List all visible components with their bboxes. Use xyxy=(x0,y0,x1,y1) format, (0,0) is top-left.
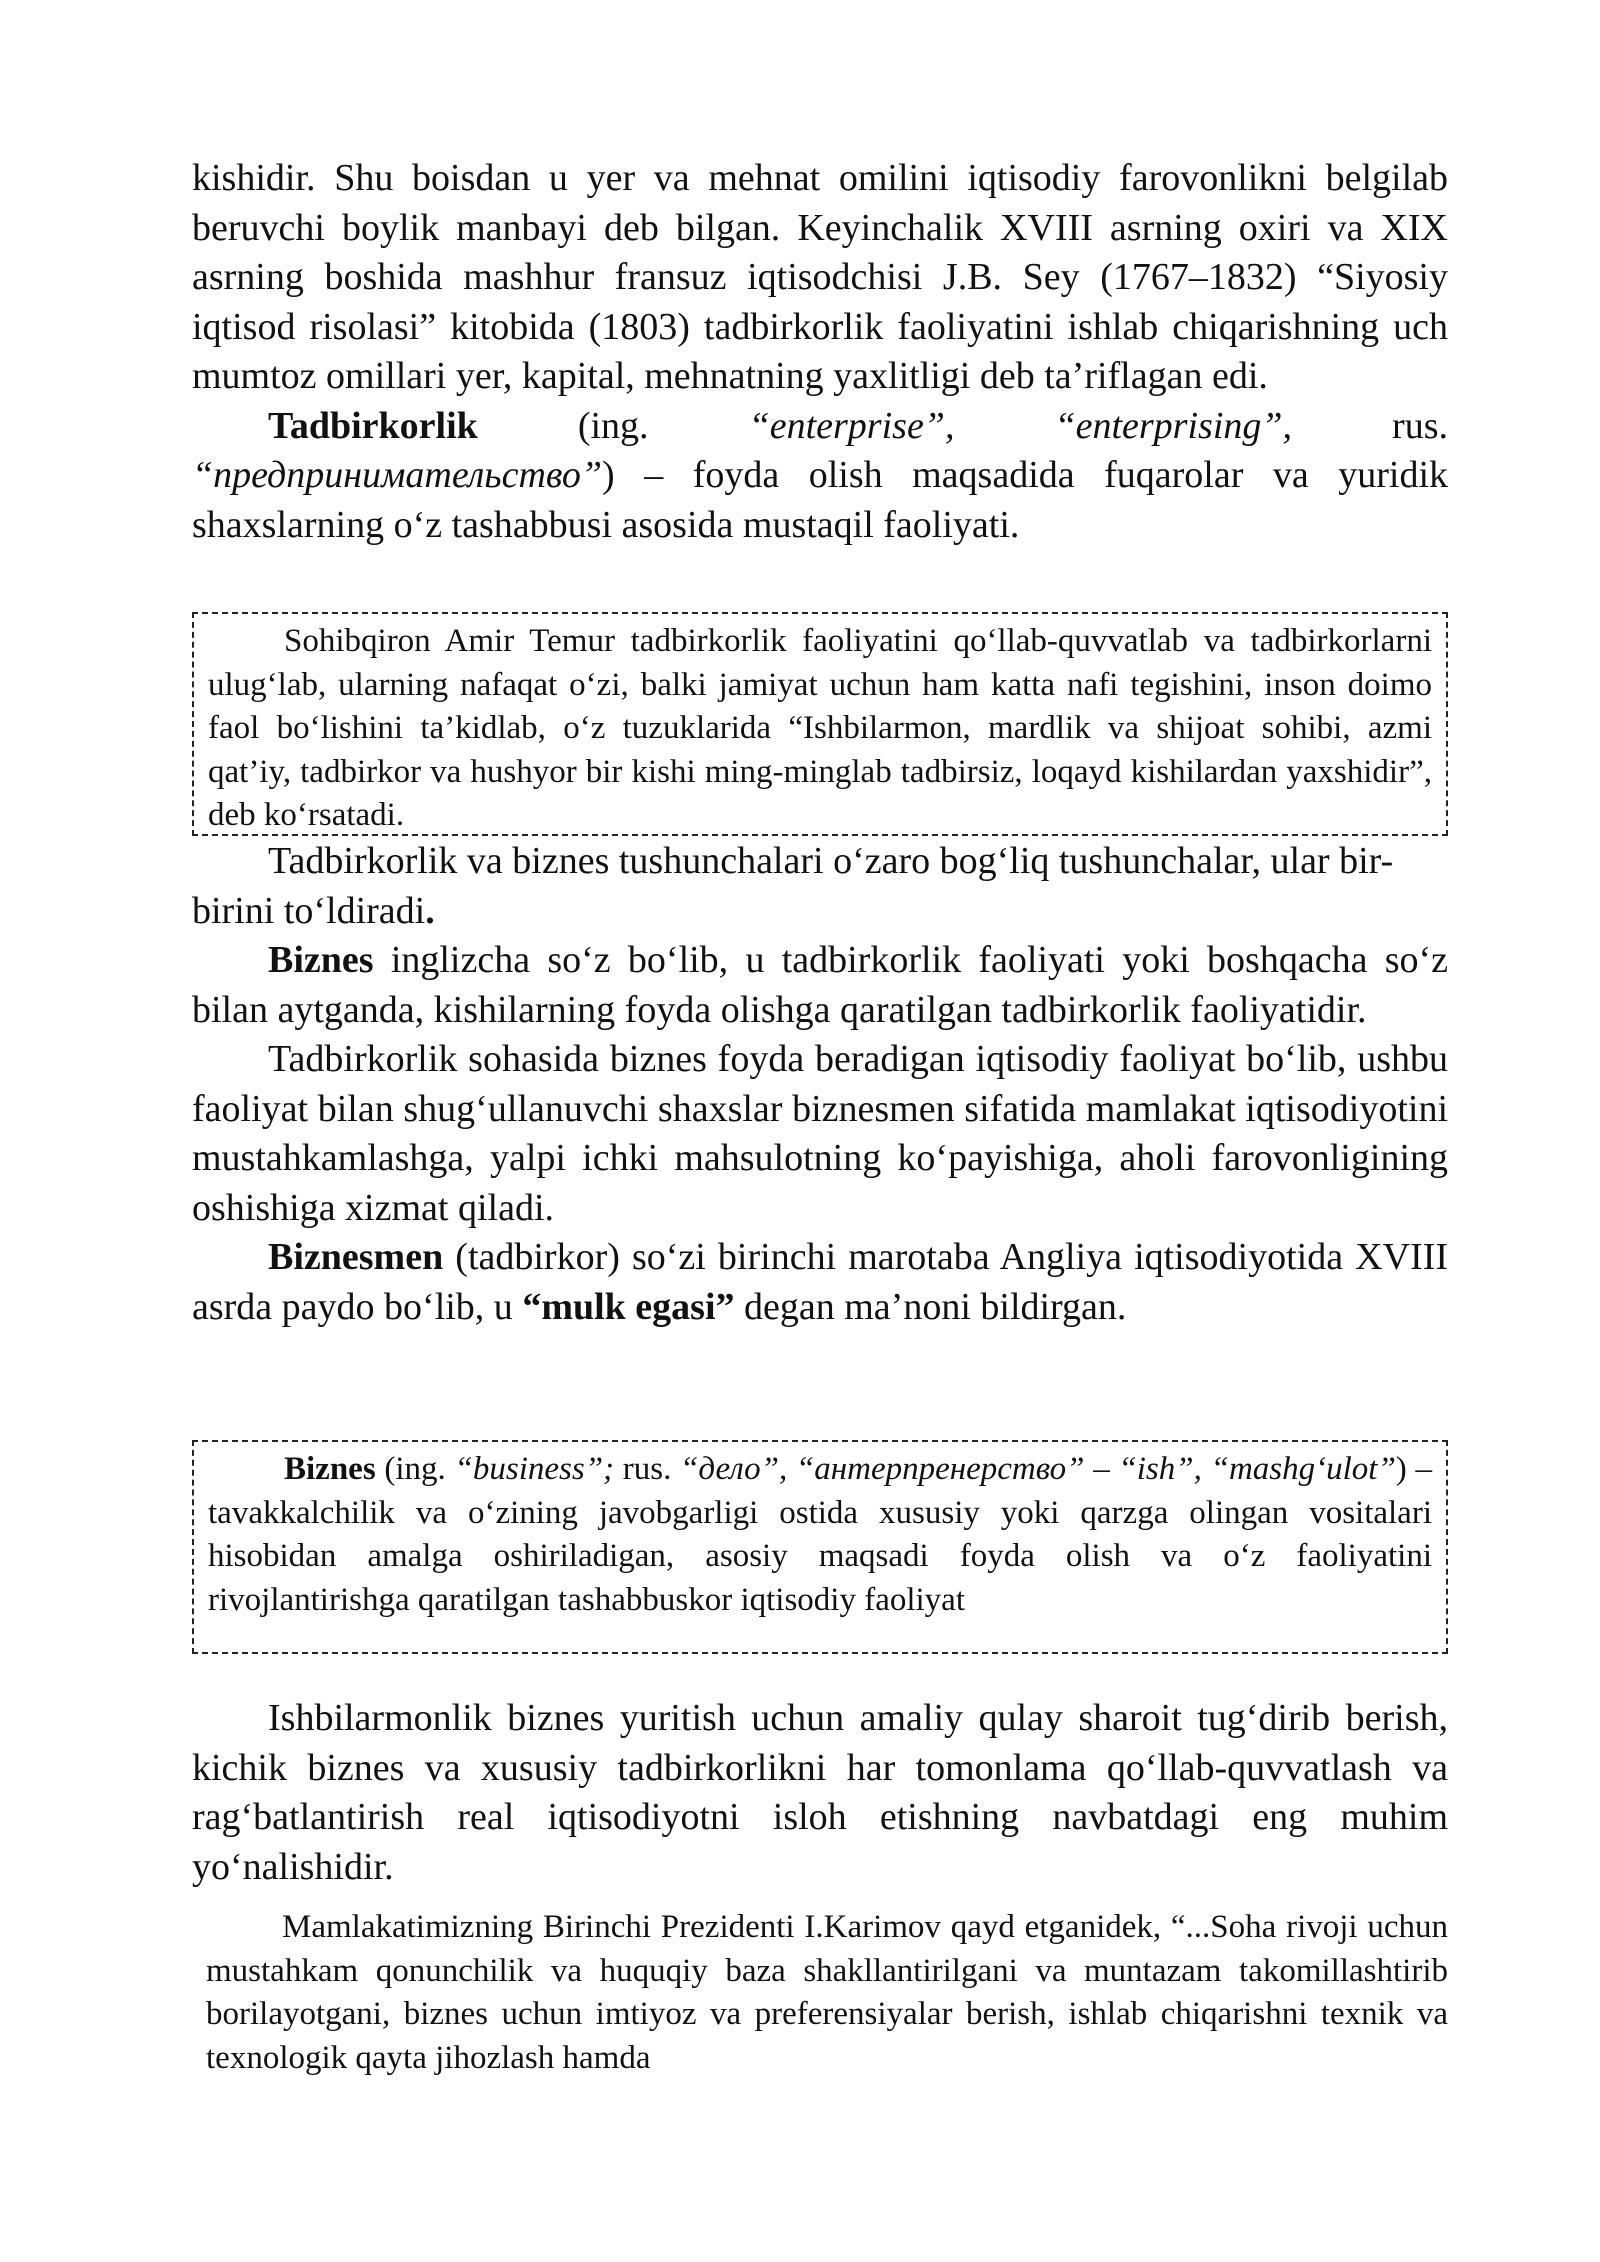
text-span: inglizcha so‘z bo‘lib, u tadbirkorlik faoliyati yoki boshqacha so‘z bilan aytganda, kishilarning foyda olishga qaratilgan tadbirkorlik faoliyatidir. xyxy=(192,939,1448,1031)
text-block-middle xyxy=(192,837,1448,1332)
text-span: ) – foyda olish maqsadida fuqarolar va yuridik shaxslarning o‘z tashabbusi asosida mustaqil faoliyati. xyxy=(192,454,1448,546)
english-terms: “enterprise”, “enterprising”, xyxy=(748,404,1293,447)
bold-dot: . xyxy=(425,889,435,932)
text-span: rus. xyxy=(1292,404,1448,447)
term-mulk-egasi: “mulk egasi” xyxy=(522,1285,735,1328)
box-biznes-text xyxy=(208,1448,1432,1622)
text-span: (ing. xyxy=(477,404,749,447)
box-amir-temur-text: Sohibqiron Amir Temur tadbirkorlik faoliyatini qo‘llab-quvvatlab va tadbirkorlarni ulug‘lab, ularning nafaqat o‘zi, balki jamiyat uchun ham katta nafi tegishini, inson doimo faol bo‘lishini ta’kidlab, o‘z tuzuklarida “Ishbilarmon, mardlik va shijoat sohibi, azmi qat’iy, tadbirkor va hushyor bir kishi ming-minglab tadbirsiz, loqayd kishilardan yaxshidir”, deb ko‘rsatadi. xyxy=(208,623,1432,833)
text-span: rus. xyxy=(614,1451,681,1487)
paragraph-biznes xyxy=(192,936,1448,1035)
russian-terms: “дело”, “антерпренерство” – “ish”, “mashg‘ulot” xyxy=(680,1451,1396,1487)
text-span: Tadbirkorlik va biznes tushunchalari o‘zaro bog‘liq tushunchalar, ular bir-birini to‘ldiradi xyxy=(192,840,1394,932)
quote-karimov-text: Mamlakatimizning Birinchi Prezidenti I.Karimov qayd etganidek, “...Soha rivoji uchun mustahkam qonunchilik va huquqiy baza shakllantirilgani va muntazam takomillashtirib borilayotgani, biznes uchun imtiyoz va preferensiyalar berish, ishlab chiqarishni texnik va texnologik qayta jihozlash hamda xyxy=(206,1909,1448,2076)
text-block-top xyxy=(192,154,1448,550)
text-span: (tadbirkor) so‘zi birinchi marotaba Angliya iqtisodiyotida XVIII asrda paydo bo‘lib, u xyxy=(192,1236,1448,1328)
term-biznes: Biznes xyxy=(268,939,374,981)
dashed-box-amir-temur xyxy=(192,612,1448,836)
term-tadbirkorlik: Tadbirkorlik xyxy=(268,404,478,447)
paragraph-biznes-role: Tadbirkorlik sohasida biznes foyda beradigan iqtisodiy faoliyat bo‘lib, ushbu faoliyat bilan shug‘ullanuvchi shaxslar biznesmen sifatida mamlakat iqtisodiyotini mustahkamlashga, yalpi ichki mahsulotning ko‘payishiga, aholi farovonligining oshishiga xizmat qiladi. xyxy=(192,1038,1448,1229)
paragraph-sey: kishidir. Shu boisdan u yer va mehnat omilini iqtisodiy farovonlikni belgilab beruvchi boylik manbayi deb bilgan. Keyinchalik XVIII asrning oxiri va XIX asrning boshida mashhur fransuz iqtisodchisi J.B. Sey (1767–1832) “Siyosiy iqtisod risolasi” kitobida (1803) tadbirkorlik faoliyatini ishlab chiqarishning uch mumtoz omillari yer, kapital, mehnatning yaxlitligi deb ta’riflagan edi. xyxy=(192,157,1448,397)
paragraph-biznesmen xyxy=(192,1233,1448,1332)
russian-term: “предпринимательство” xyxy=(192,454,603,496)
english-term-business: “business”; xyxy=(454,1451,615,1487)
dashed-box-biznes-definition xyxy=(192,1440,1448,1654)
paragraph-tadbirkorlik-definition xyxy=(192,402,1448,551)
term-biznes-box: Biznes xyxy=(284,1451,376,1487)
term-biznesmen: Biznesmen xyxy=(268,1236,444,1278)
text-span: ) – tavakkalchilik va o‘zining javobgarligi ostida xususiy yoki qarzga olingan vositalari hisobidan amalga oshiriladigan, asosiy maqsadi foyda olish va o‘z faoliyatini rivojlantirishga qaratilgan tashabbuskor iqtisodiy faoliyat xyxy=(208,1451,1432,1618)
text-span: degan ma’noni bildirgan. xyxy=(734,1285,1127,1328)
quote-karimov xyxy=(206,1906,1448,2080)
paragraph-ishbilarmonlik: Ishbilarmonlik biznes yuritish uchun amaliy qulay sharoit tug‘dirib berish, kichik biznes va xususiy tadbirkorlikni har tomonlama qo‘llab-quvvatlash va rag‘batlantirish real iqtisodiyotni isloh etishning navbatdagi eng muhim yo‘nalishidir. xyxy=(192,1697,1448,1888)
text-span: (ing. xyxy=(375,1451,455,1487)
paragraph-concepts xyxy=(192,837,1448,936)
text-block-bottom xyxy=(192,1694,1448,1892)
